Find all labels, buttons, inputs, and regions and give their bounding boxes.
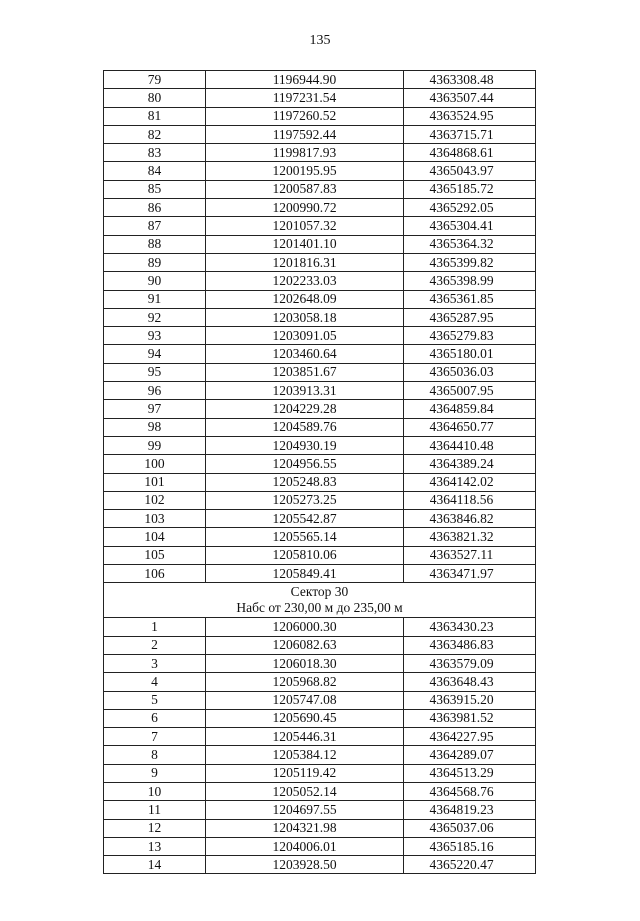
point-number-cell: 82 bbox=[104, 125, 206, 143]
point-number-cell: 103 bbox=[104, 510, 206, 528]
y-coordinate-cell: 4365220.47 bbox=[404, 856, 536, 874]
point-number-cell: 6 bbox=[104, 709, 206, 727]
y-coordinate-cell: 4365185.72 bbox=[404, 180, 536, 198]
table-row bbox=[104, 510, 536, 528]
x-coordinate-cell: 1203058.18 bbox=[206, 308, 404, 326]
y-coordinate-cell: 4363981.52 bbox=[404, 709, 536, 727]
point-number-cell: 88 bbox=[104, 235, 206, 253]
y-coordinate-cell: 4365185.16 bbox=[404, 837, 536, 855]
point-number-cell: 89 bbox=[104, 253, 206, 271]
table-row bbox=[104, 327, 536, 345]
table-row bbox=[104, 746, 536, 764]
point-number-cell: 95 bbox=[104, 363, 206, 381]
x-coordinate-cell: 1204956.55 bbox=[206, 455, 404, 473]
point-number-cell: 10 bbox=[104, 782, 206, 800]
x-coordinate-cell: 1196944.90 bbox=[206, 71, 404, 89]
table-body-top bbox=[104, 71, 536, 583]
y-coordinate-cell: 4363430.23 bbox=[404, 618, 536, 636]
point-number-cell: 3 bbox=[104, 654, 206, 672]
y-coordinate-cell: 4364410.48 bbox=[404, 436, 536, 454]
y-coordinate-cell: 4365399.82 bbox=[404, 253, 536, 271]
x-coordinate-cell: 1204930.19 bbox=[206, 436, 404, 454]
x-coordinate-cell: 1205968.82 bbox=[206, 673, 404, 691]
table-row bbox=[104, 382, 536, 400]
x-coordinate-cell: 1200990.72 bbox=[206, 199, 404, 217]
y-coordinate-cell: 4363648.43 bbox=[404, 673, 536, 691]
y-coordinate-cell: 4364289.07 bbox=[404, 746, 536, 764]
y-coordinate-cell: 4363821.32 bbox=[404, 528, 536, 546]
table-row bbox=[104, 71, 536, 89]
table-row bbox=[104, 455, 536, 473]
table-row bbox=[104, 691, 536, 709]
y-coordinate-cell: 4363308.48 bbox=[404, 71, 536, 89]
x-coordinate-cell: 1204697.55 bbox=[206, 801, 404, 819]
y-coordinate-cell: 4365036.03 bbox=[404, 363, 536, 381]
table-row bbox=[104, 253, 536, 271]
point-number-cell: 86 bbox=[104, 199, 206, 217]
x-coordinate-cell: 1197231.54 bbox=[206, 89, 404, 107]
table-row bbox=[104, 528, 536, 546]
x-coordinate-cell: 1203913.31 bbox=[206, 382, 404, 400]
y-coordinate-cell: 4364513.29 bbox=[404, 764, 536, 782]
x-coordinate-cell: 1200587.83 bbox=[206, 180, 404, 198]
y-coordinate-cell: 4365279.83 bbox=[404, 327, 536, 345]
table-row bbox=[104, 856, 536, 874]
y-coordinate-cell: 4363527.11 bbox=[404, 546, 536, 564]
x-coordinate-cell: 1204006.01 bbox=[206, 837, 404, 855]
point-number-cell: 106 bbox=[104, 565, 206, 583]
y-coordinate-cell: 4364650.77 bbox=[404, 418, 536, 436]
y-coordinate-cell: 4365398.99 bbox=[404, 272, 536, 290]
x-coordinate-cell: 1205747.08 bbox=[206, 691, 404, 709]
y-coordinate-cell: 4365180.01 bbox=[404, 345, 536, 363]
y-coordinate-cell: 4365287.95 bbox=[404, 308, 536, 326]
point-number-cell: 83 bbox=[104, 144, 206, 162]
table-row bbox=[104, 162, 536, 180]
y-coordinate-cell: 4364118.56 bbox=[404, 491, 536, 509]
table-row bbox=[104, 418, 536, 436]
table-row bbox=[104, 819, 536, 837]
y-coordinate-cell: 4365304.41 bbox=[404, 217, 536, 235]
point-number-cell: 2 bbox=[104, 636, 206, 654]
coordinates-table bbox=[103, 70, 536, 874]
point-number-cell: 85 bbox=[104, 180, 206, 198]
point-number-cell: 79 bbox=[104, 71, 206, 89]
table-row bbox=[104, 782, 536, 800]
table-row bbox=[104, 546, 536, 564]
point-number-cell: 96 bbox=[104, 382, 206, 400]
table-row bbox=[104, 618, 536, 636]
table-row bbox=[104, 709, 536, 727]
x-coordinate-cell: 1205248.83 bbox=[206, 473, 404, 491]
x-coordinate-cell: 1206082.63 bbox=[206, 636, 404, 654]
point-number-cell: 1 bbox=[104, 618, 206, 636]
y-coordinate-cell: 4363507.44 bbox=[404, 89, 536, 107]
table-row bbox=[104, 436, 536, 454]
point-number-cell: 81 bbox=[104, 107, 206, 125]
x-coordinate-cell: 1201816.31 bbox=[206, 253, 404, 271]
table-body-bottom bbox=[104, 618, 536, 874]
point-number-cell: 102 bbox=[104, 491, 206, 509]
point-number-cell: 104 bbox=[104, 528, 206, 546]
point-number-cell: 8 bbox=[104, 746, 206, 764]
point-number-cell: 105 bbox=[104, 546, 206, 564]
table-row bbox=[104, 272, 536, 290]
table-row bbox=[104, 654, 536, 672]
point-number-cell: 99 bbox=[104, 436, 206, 454]
point-number-cell: 11 bbox=[104, 801, 206, 819]
table-row bbox=[104, 728, 536, 746]
y-coordinate-cell: 4365364.32 bbox=[404, 235, 536, 253]
x-coordinate-cell: 1205810.06 bbox=[206, 546, 404, 564]
y-coordinate-cell: 4363486.83 bbox=[404, 636, 536, 654]
x-coordinate-cell: 1199817.93 bbox=[206, 144, 404, 162]
table-row bbox=[104, 290, 536, 308]
y-coordinate-cell: 4364389.24 bbox=[404, 455, 536, 473]
point-number-cell: 14 bbox=[104, 856, 206, 874]
section-header-row bbox=[104, 583, 536, 618]
x-coordinate-cell: 1204589.76 bbox=[206, 418, 404, 436]
x-coordinate-cell: 1201057.32 bbox=[206, 217, 404, 235]
x-coordinate-cell: 1202648.09 bbox=[206, 290, 404, 308]
y-coordinate-cell: 4363846.82 bbox=[404, 510, 536, 528]
table-row bbox=[104, 217, 536, 235]
point-number-cell: 90 bbox=[104, 272, 206, 290]
point-number-cell: 9 bbox=[104, 764, 206, 782]
x-coordinate-cell: 1203460.64 bbox=[206, 345, 404, 363]
point-number-cell: 97 bbox=[104, 400, 206, 418]
y-coordinate-cell: 4365007.95 bbox=[404, 382, 536, 400]
y-coordinate-cell: 4363715.71 bbox=[404, 125, 536, 143]
y-coordinate-cell: 4364142.02 bbox=[404, 473, 536, 491]
table-row bbox=[104, 308, 536, 326]
y-coordinate-cell: 4365361.85 bbox=[404, 290, 536, 308]
x-coordinate-cell: 1203091.05 bbox=[206, 327, 404, 345]
y-coordinate-cell: 4363471.97 bbox=[404, 565, 536, 583]
table-row bbox=[104, 400, 536, 418]
x-coordinate-cell: 1206000.30 bbox=[206, 618, 404, 636]
x-coordinate-cell: 1205119.42 bbox=[206, 764, 404, 782]
y-coordinate-cell: 4364859.84 bbox=[404, 400, 536, 418]
section-header-cell bbox=[104, 583, 536, 618]
y-coordinate-cell: 4365037.06 bbox=[404, 819, 536, 837]
page-number: 135 bbox=[309, 33, 331, 48]
point-number-cell: 93 bbox=[104, 327, 206, 345]
x-coordinate-cell: 1204321.98 bbox=[206, 819, 404, 837]
point-number-cell: 12 bbox=[104, 819, 206, 837]
point-number-cell: 13 bbox=[104, 837, 206, 855]
point-number-cell: 101 bbox=[104, 473, 206, 491]
section-header-body bbox=[104, 583, 536, 618]
table-row bbox=[104, 345, 536, 363]
table-row bbox=[104, 363, 536, 381]
point-number-cell: 80 bbox=[104, 89, 206, 107]
point-number-cell: 84 bbox=[104, 162, 206, 180]
x-coordinate-cell: 1205446.31 bbox=[206, 728, 404, 746]
section-title: Сектор 30 bbox=[290, 584, 349, 600]
x-coordinate-cell: 1205849.41 bbox=[206, 565, 404, 583]
table-row bbox=[104, 636, 536, 654]
x-coordinate-cell: 1205690.45 bbox=[206, 709, 404, 727]
y-coordinate-cell: 4363915.20 bbox=[404, 691, 536, 709]
table-row bbox=[104, 801, 536, 819]
x-coordinate-cell: 1197260.52 bbox=[206, 107, 404, 125]
point-number-cell: 98 bbox=[104, 418, 206, 436]
x-coordinate-cell: 1201401.10 bbox=[206, 235, 404, 253]
table-row bbox=[104, 473, 536, 491]
y-coordinate-cell: 4365043.97 bbox=[404, 162, 536, 180]
table-row bbox=[104, 673, 536, 691]
table-row bbox=[104, 125, 536, 143]
x-coordinate-cell: 1205542.87 bbox=[206, 510, 404, 528]
section-subtitle: Набс от 230,00 м до 235,00 м bbox=[236, 600, 403, 616]
point-number-cell: 94 bbox=[104, 345, 206, 363]
point-number-cell: 7 bbox=[104, 728, 206, 746]
table-row bbox=[104, 837, 536, 855]
point-number-cell: 5 bbox=[104, 691, 206, 709]
table-row bbox=[104, 180, 536, 198]
table-row bbox=[104, 89, 536, 107]
table-row bbox=[104, 144, 536, 162]
x-coordinate-cell: 1197592.44 bbox=[206, 125, 404, 143]
x-coordinate-cell: 1205052.14 bbox=[206, 782, 404, 800]
table-row bbox=[104, 764, 536, 782]
x-coordinate-cell: 1206018.30 bbox=[206, 654, 404, 672]
point-number-cell: 91 bbox=[104, 290, 206, 308]
y-coordinate-cell: 4364227.95 bbox=[404, 728, 536, 746]
point-number-cell: 92 bbox=[104, 308, 206, 326]
table-row bbox=[104, 107, 536, 125]
y-coordinate-cell: 4365292.05 bbox=[404, 199, 536, 217]
table-row bbox=[104, 199, 536, 217]
point-number-cell: 87 bbox=[104, 217, 206, 235]
x-coordinate-cell: 1205384.12 bbox=[206, 746, 404, 764]
y-coordinate-cell: 4364819.23 bbox=[404, 801, 536, 819]
x-coordinate-cell: 1202233.03 bbox=[206, 272, 404, 290]
point-number-cell: 100 bbox=[104, 455, 206, 473]
x-coordinate-cell: 1204229.28 bbox=[206, 400, 404, 418]
table-row bbox=[104, 565, 536, 583]
x-coordinate-cell: 1203851.67 bbox=[206, 363, 404, 381]
x-coordinate-cell: 1200195.95 bbox=[206, 162, 404, 180]
x-coordinate-cell: 1205565.14 bbox=[206, 528, 404, 546]
point-number-cell: 4 bbox=[104, 673, 206, 691]
table-row bbox=[104, 491, 536, 509]
y-coordinate-cell: 4364568.76 bbox=[404, 782, 536, 800]
y-coordinate-cell: 4363524.95 bbox=[404, 107, 536, 125]
table-row bbox=[104, 235, 536, 253]
x-coordinate-cell: 1203928.50 bbox=[206, 856, 404, 874]
y-coordinate-cell: 4363579.09 bbox=[404, 654, 536, 672]
x-coordinate-cell: 1205273.25 bbox=[206, 491, 404, 509]
y-coordinate-cell: 4364868.61 bbox=[404, 144, 536, 162]
